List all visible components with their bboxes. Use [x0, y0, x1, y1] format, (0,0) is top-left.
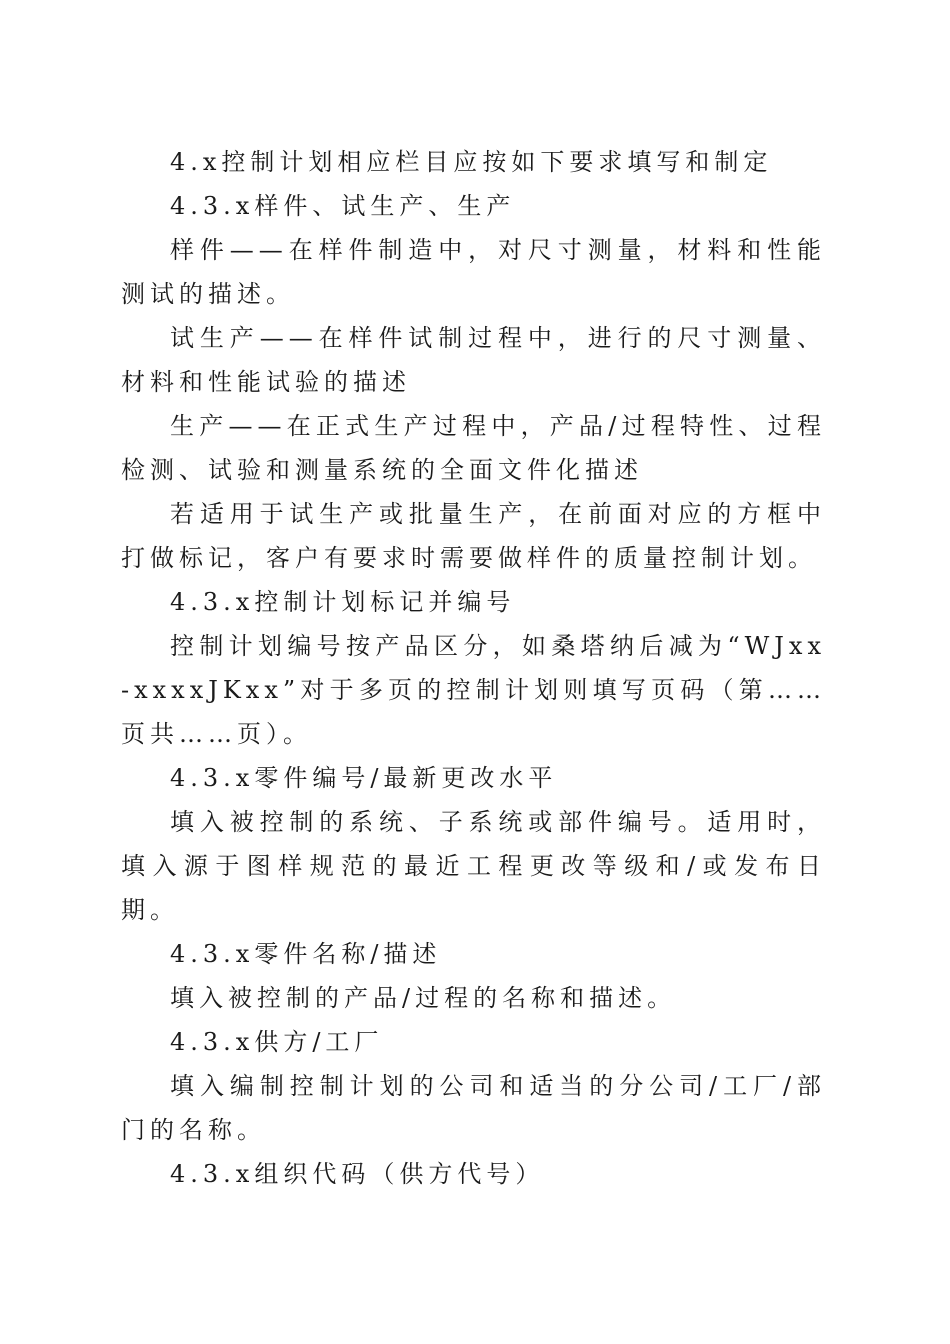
section-heading: 4.3.x组织代码（供方代号） [170, 1160, 545, 1188]
document-body [121, 140, 826, 1196]
section-heading: 4.3.x供方/工厂 [170, 1028, 384, 1056]
section-heading: 4.3.x零件名称/描述 [170, 940, 442, 968]
body-paragraph: 填入被控制的系统、子系统或部件编号。适用时，填入源于图样规范的最近工程更改等级和/或发布日期。 [121, 808, 826, 924]
body-paragraph: 若适用于试生产或批量生产，在前面对应的方框中打做标记，客户有要求时需要做样件的质量控制计划。 [121, 500, 826, 572]
body-paragraph: 填入编制控制计划的公司和适当的分公司/工厂/部门的名称。 [121, 1072, 826, 1144]
section-heading: 4.3.x零件编号/最新更改水平 [170, 764, 558, 792]
section-heading: 4.x控制计划相应栏目应按如下要求填写和制定 [170, 148, 773, 176]
body-paragraph: 试生产——在样件试制过程中，进行的尺寸测量、材料和性能试验的描述 [121, 324, 826, 396]
body-paragraph: 样件——在样件制造中，对尺寸测量，材料和性能测试的描述。 [121, 236, 826, 308]
body-paragraph: 填入被控制的产品/过程的名称和描述。 [170, 984, 677, 1012]
body-paragraph: 控制计划编号按产品区分，如桑塔纳后减为“WJxx-xxxxJKxx”对于多页的控制计划则填写页码（第……页共……页）。 [121, 632, 826, 748]
body-paragraph: 生产——在正式生产过程中，产品/过程特性、过程检测、试验和测量系统的全面文件化描述 [121, 412, 826, 484]
section-heading: 4.3.x控制计划标记并编号 [170, 588, 516, 616]
section-heading: 4.3.x样件、试生产、生产 [170, 192, 516, 220]
